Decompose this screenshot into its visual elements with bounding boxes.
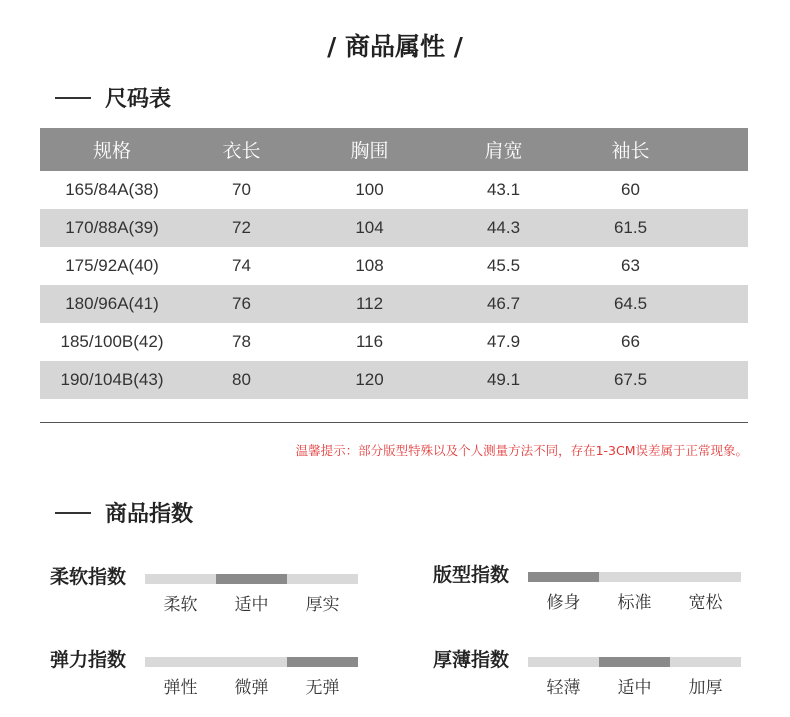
cell-length: 72: [184, 209, 299, 247]
size-table-header-row: [40, 128, 748, 171]
cell-shoulder: 46.7: [440, 285, 567, 323]
index-block: [50, 562, 370, 622]
index-option: 宽松: [688, 593, 723, 613]
cell-sleeve: 63: [621, 256, 640, 275]
header-shoulder: 肩宽: [440, 128, 567, 171]
product-index-heading: [55, 497, 193, 528]
cell-spec: 170/88A(39): [40, 209, 184, 247]
cell-sleeve: 60: [621, 180, 640, 199]
index-block: [433, 645, 753, 705]
index-bar: [528, 572, 741, 582]
index-option: 加厚: [688, 678, 723, 698]
index-block: [50, 645, 370, 705]
cell-length: 76: [184, 285, 299, 323]
index-segment: [216, 657, 287, 667]
size-chart-heading: [55, 82, 171, 113]
product-index-title: 商品指数: [105, 502, 194, 527]
index-option: 微弹: [234, 678, 269, 698]
size-chart-title: 尺码表: [105, 87, 172, 112]
cell-spacer: [694, 247, 748, 285]
heading-dash: [55, 97, 91, 99]
cell-sleeve: 64.5: [567, 285, 694, 323]
index-option: 适中: [234, 595, 269, 615]
heading-dash: [55, 512, 91, 514]
size-tip: 温馨提示：部分版型特殊以及个人测量方法不同，存在1-3CM误差属于正常现象。: [295, 443, 748, 458]
cell-length: 70: [232, 180, 251, 199]
index-bar: [145, 574, 358, 584]
table-row: [40, 209, 748, 247]
index-option: 柔软: [163, 595, 198, 615]
index-segment-selected: [599, 657, 670, 667]
index-bar: [145, 657, 358, 667]
cell-shoulder: 43.1: [486, 180, 521, 199]
index-segment: [670, 657, 741, 667]
cell-spec: 185/100B(42): [60, 332, 164, 351]
index-label: 弹力指数: [50, 649, 127, 671]
cell-spec: 180/96A(41): [40, 285, 184, 323]
table-row: [40, 247, 748, 285]
cell-length: 74: [232, 256, 251, 275]
index-label: 版型指数: [433, 564, 510, 586]
cell-sleeve: 67.5: [567, 361, 694, 399]
cell-sleeve: 61.5: [567, 209, 694, 247]
index-segment: [145, 574, 216, 584]
index-segment: [145, 657, 216, 667]
index-options: [145, 673, 358, 698]
index-segment: [528, 657, 599, 667]
cell-spacer: [694, 171, 748, 209]
cell-spacer: [694, 285, 748, 323]
page-title: / 商品属性 /: [327, 32, 463, 61]
index-segment: [287, 574, 358, 584]
header-chest: 胸围: [299, 128, 440, 171]
cell-chest: 120: [299, 361, 440, 399]
cell-length: 80: [184, 361, 299, 399]
cell-spec: 165/84A(38): [65, 180, 159, 199]
cell-length: 78: [232, 332, 251, 351]
index-option: 弹性: [163, 678, 198, 698]
index-segment: [599, 572, 670, 582]
header-spec: 规格: [40, 128, 184, 171]
header-length: 衣长: [184, 128, 299, 171]
table-row: [40, 285, 748, 323]
cell-spacer: [694, 323, 748, 361]
cell-spec: 190/104B(43): [40, 361, 184, 399]
table-row: [40, 323, 748, 361]
index-option: 轻薄: [546, 678, 581, 698]
index-options: [528, 673, 741, 698]
cell-shoulder: 45.5: [486, 256, 521, 275]
table-divider: [40, 422, 748, 423]
table-row: [40, 361, 748, 399]
index-options: [528, 588, 741, 613]
table-row: [40, 171, 748, 209]
index-label: 柔软指数: [50, 566, 127, 588]
index-label: 厚薄指数: [433, 649, 510, 671]
index-option: 标准: [617, 593, 652, 613]
cell-chest: 112: [299, 285, 440, 323]
index-option: 适中: [617, 678, 652, 698]
cell-spacer: [694, 361, 748, 399]
index-segment-selected: [216, 574, 287, 584]
cell-chest: 116: [355, 332, 384, 351]
index-segment-selected: [287, 657, 358, 667]
index-option: 无弹: [305, 678, 340, 698]
index-block: [433, 560, 753, 620]
index-segment: [670, 572, 741, 582]
cell-sleeve: 66: [621, 332, 640, 351]
index-option: 修身: [546, 593, 581, 613]
index-bar: [528, 657, 741, 667]
cell-chest: 108: [355, 256, 384, 275]
index-option: 厚实: [305, 595, 340, 615]
index-options: [145, 590, 358, 615]
cell-spec: 175/92A(40): [65, 256, 159, 275]
cell-spacer: [694, 209, 748, 247]
cell-chest: 100: [355, 180, 384, 199]
cell-shoulder: 47.9: [486, 332, 521, 351]
header-spacer: [694, 128, 748, 171]
cell-shoulder: 49.1: [440, 361, 567, 399]
cell-chest: 104: [299, 209, 440, 247]
size-table: [40, 128, 748, 399]
index-segment-selected: [528, 572, 599, 582]
header-sleeve: 袖长: [567, 128, 694, 171]
cell-shoulder: 44.3: [440, 209, 567, 247]
